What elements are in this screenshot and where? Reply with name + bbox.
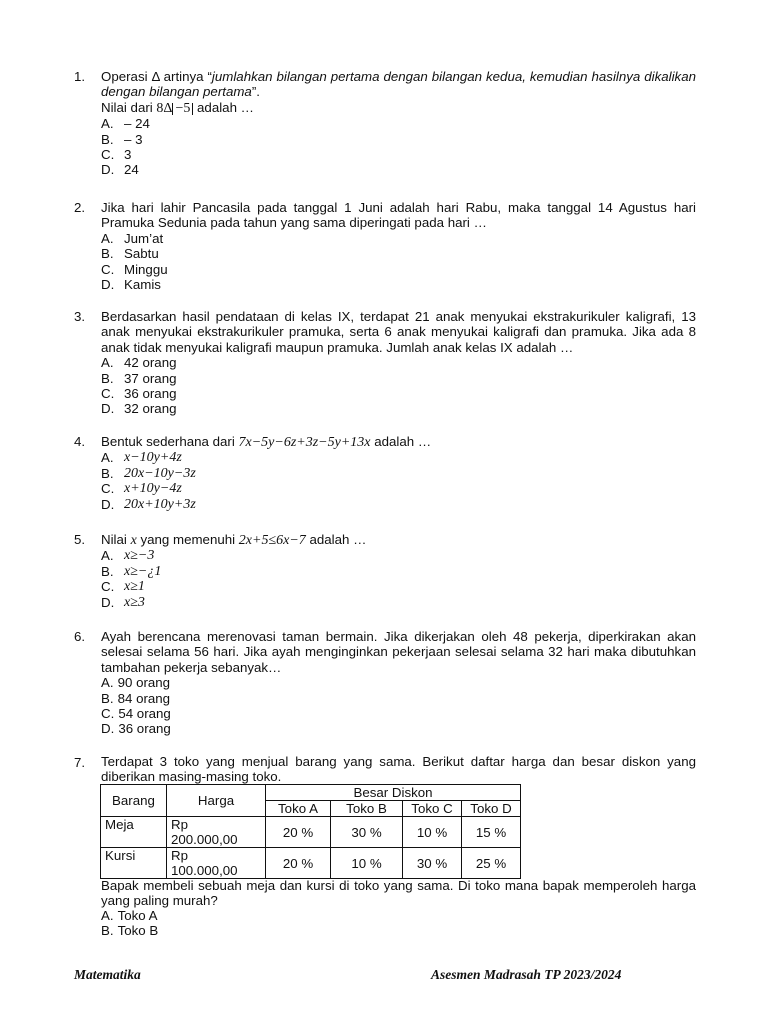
- option-b: B. 20x−10y−3z: [101, 465, 196, 481]
- option-c: C. 36 orang: [101, 386, 177, 402]
- option-b: B. 84 orang: [101, 690, 171, 706]
- question-5: [74, 532, 696, 610]
- cell-price: Rp 100.000,00: [167, 848, 266, 879]
- option-d: D. 24: [101, 162, 139, 178]
- cell-discount: 30 %: [331, 817, 403, 848]
- option-b: B. x≥−¿1: [101, 563, 162, 579]
- option-d: D. 32 orang: [101, 401, 177, 417]
- cell-discount: 10 %: [331, 848, 403, 879]
- header-barang: Barang: [101, 785, 167, 817]
- option-a: A. Jum’at: [101, 230, 164, 246]
- option-d: D. 20x+10y+3z: [101, 496, 196, 512]
- question-text: Jika hari lahir Pancasila pada tanggal 1 Juni adalah hari Rabu, maka tanggal 14 Agustus hari Pramuka Sedunia pada tahun yang sama diperingati pada hari …: [101, 200, 696, 231]
- question-text: Bentuk sederhana dari 7x−5y−6z+3z−5y+13x adalah …: [101, 434, 432, 450]
- option-a: A. 90 orang: [101, 675, 171, 691]
- option-d: D. x≥3: [101, 594, 145, 610]
- question-text: Terdapat 3 toko yang menjual barang yang sama. Berikut daftar harga dan besar diskon yang diberikan masing-masing toko.: [101, 754, 696, 784]
- cell-discount: 15 %: [462, 817, 521, 848]
- question-text: Berdasarkan hasil pendataan di kelas IX, terdapat 21 anak menyukai ekstrakurikuler kaligrafi, 13 anak menyukai ekstrakurikuler pramuka, serta 6 anak menyukai kaligrafi dan pramuka. Jika ada 8 anak tidak menyukai kaligrafi maupun pramuka. Jumlah anak kelas IX adalah …: [101, 309, 696, 355]
- option-c: C. 54 orang: [101, 706, 171, 722]
- question-1: [74, 69, 696, 178]
- option-d: D. Kamis: [101, 277, 161, 293]
- table-row: [101, 848, 521, 879]
- question-prompt: Bapak membeli sebuah meja dan kursi di toko yang sama. Di toko mana bapak memperoleh harga yang paling murah?: [101, 878, 696, 908]
- question-text: Operasi Δ artinya “jumlahkan bilangan pertama dengan bilangan kedua, kemudian hasilnya dikalikan dengan bilangan pertama”.: [101, 69, 696, 100]
- question-2: [74, 200, 696, 292]
- header-toko-d: Toko D: [462, 801, 521, 817]
- header-toko-a: Toko A: [266, 801, 331, 817]
- header-besar-diskon: Besar Diskon: [266, 785, 521, 801]
- header-toko-b: Toko B: [331, 801, 403, 817]
- option-c: C. 3: [101, 147, 132, 163]
- option-d: D. 36 orang: [101, 721, 171, 737]
- cell-price: Rp 200.000,00: [167, 817, 266, 848]
- option-c: C. Minggu: [101, 261, 168, 277]
- cell-item: Meja: [101, 817, 167, 848]
- question-text: Nilai x yang memenuhi 2x+5≤6x−7 adalah …: [101, 532, 367, 548]
- footer-subject: Matematika: [74, 967, 141, 982]
- question-6: [74, 629, 696, 737]
- option-b: B. – 3: [101, 131, 143, 147]
- question-7: [74, 755, 696, 939]
- question-3: [74, 309, 696, 417]
- question-4: [74, 434, 696, 512]
- option-c: C. x+10y−4z: [101, 481, 182, 497]
- footer-exam-title: Asesmen Madrasah TP 2023/2024: [431, 967, 622, 982]
- option-a: A. 42 orang: [101, 355, 177, 371]
- cell-discount: 20 %: [266, 848, 331, 879]
- table-row: [101, 817, 521, 848]
- question-number: 3.: [74, 309, 86, 324]
- question-number: 6.: [74, 629, 86, 644]
- option-c: C. x≥1: [101, 579, 145, 595]
- cell-discount: 30 %: [403, 848, 462, 879]
- header-toko-c: Toko C: [403, 801, 462, 817]
- option-b: B. Sabtu: [101, 246, 159, 262]
- question-number: 4.: [74, 434, 86, 449]
- question-number: 2.: [74, 200, 86, 215]
- question-number: 5.: [74, 532, 86, 547]
- question-number: 7.: [74, 755, 86, 770]
- option-a: A. x≥−3: [101, 548, 155, 564]
- cell-discount: 25 %: [462, 848, 521, 879]
- cell-discount: 10 %: [403, 817, 462, 848]
- option-b: B. 37 orang: [101, 370, 177, 386]
- question-prompt: Nilai dari 8Δ −5 adalah …: [101, 99, 254, 116]
- option-a: A. – 24: [101, 116, 150, 132]
- question-text: Ayah berencana merenovasi taman bermain. Jika dikerjakan oleh 48 pekerja, diperkirakan akan selesai selama 56 hari. Jika ayah menginginkan pekerjaan selesai selama 32 hari maka dibutuhkan tambahan pekerja sebanyak…: [101, 629, 696, 675]
- option-a: A. x−10y+4z: [101, 450, 182, 466]
- cell-discount: 20 %: [266, 817, 331, 848]
- option-b: B. Toko B: [101, 923, 159, 939]
- cell-item: Kursi: [101, 848, 167, 879]
- question-number: 1.: [74, 69, 86, 84]
- header-harga: Harga: [167, 785, 266, 817]
- option-a: A. Toko A: [101, 908, 158, 923]
- discount-table: [100, 784, 521, 879]
